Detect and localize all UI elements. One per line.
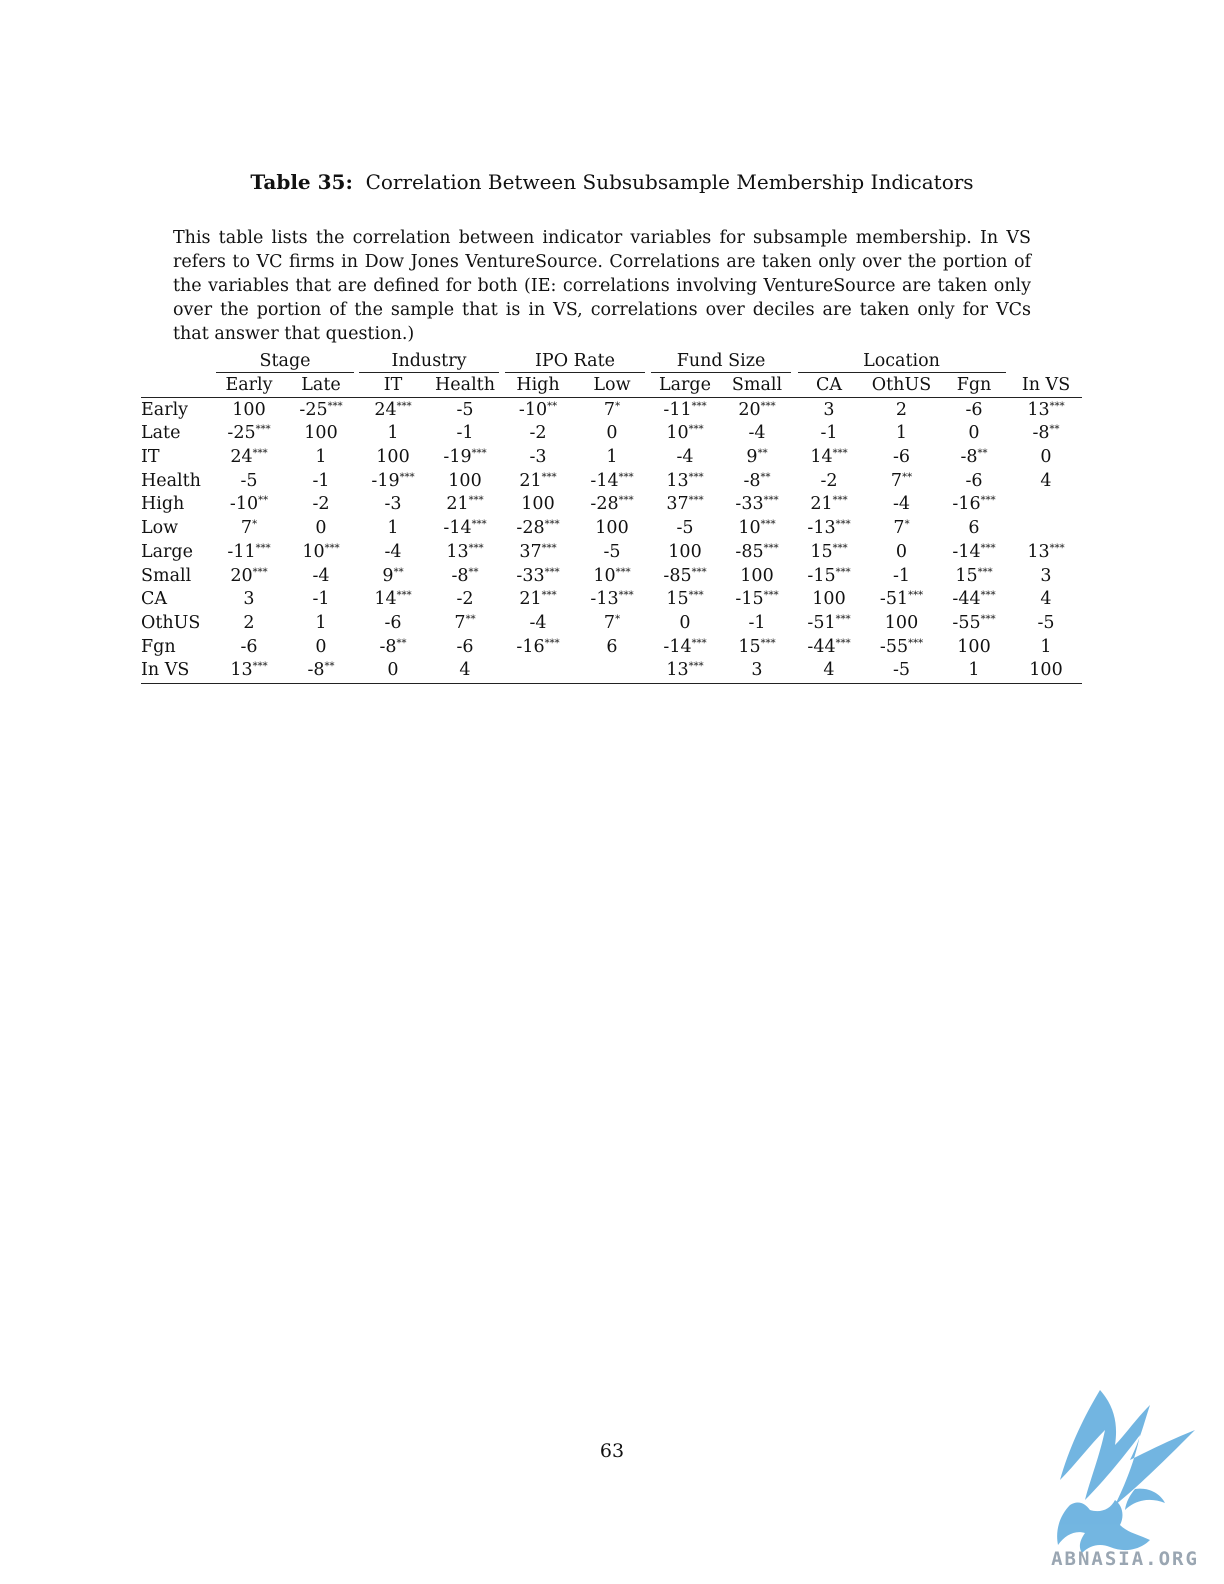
table-cell: 0 xyxy=(968,423,980,444)
table-cell: -2 xyxy=(820,470,838,491)
table-cell: 3 xyxy=(751,660,763,681)
group-fund-size: Fund Size xyxy=(651,350,791,373)
table-cell: -5 xyxy=(1037,612,1055,633)
table-cell: -6 xyxy=(384,612,402,633)
table-cell: 4 xyxy=(1040,470,1052,491)
table-cell: -55*** xyxy=(879,636,924,657)
page-number: 63 xyxy=(599,1440,625,1462)
column-header: IT xyxy=(383,375,403,396)
table-cell: 100 xyxy=(521,494,555,515)
table-cell: 0 xyxy=(679,612,691,633)
table-cell: -1 xyxy=(456,423,474,444)
column-header: Low xyxy=(593,375,631,396)
table-cell: -28*** xyxy=(516,518,560,539)
table-row xyxy=(141,588,1082,612)
table-cell: 21*** xyxy=(446,494,484,515)
table-row xyxy=(141,659,1082,683)
table-cell: 4 xyxy=(1040,589,1052,610)
table-label: Table 35: xyxy=(250,170,353,194)
table-cell: 3 xyxy=(1040,565,1052,586)
table-cell: 4 xyxy=(459,660,471,681)
table-row xyxy=(141,635,1082,659)
table-cell: -4 xyxy=(676,447,694,468)
group-ipo-rate: IPO Rate xyxy=(505,350,645,373)
table-cell: 13*** xyxy=(230,660,268,681)
correlation-table xyxy=(141,350,1082,684)
table-cell: 7** xyxy=(454,612,476,633)
table-cell: -8** xyxy=(379,636,407,657)
column-header-row xyxy=(141,374,1082,398)
row-label: Early xyxy=(141,399,189,420)
row-label: Low xyxy=(141,518,179,539)
table-cell: 1 xyxy=(1040,636,1052,657)
table-cell: 0 xyxy=(387,660,399,681)
table-row xyxy=(141,398,1082,422)
row-label: CA xyxy=(141,589,168,610)
table-cell: -1 xyxy=(820,423,838,444)
table-cell: 100 xyxy=(740,565,774,586)
table-cell: 7* xyxy=(603,399,621,420)
table-description: This table lists the correlation between indicator variables for subsample membership. In VS refers to VC firms in Dow Jones VentureSource. Correlations are taken only over the portion of the variables that are defined for both (IE: correlations involving VentureSource are taken only over the portion of the sample that is in VS, correlations over deciles are taken only for VCs that answer that question.) xyxy=(173,228,1031,344)
table-cell: -5 xyxy=(456,399,474,420)
table-cell: 0 xyxy=(606,423,618,444)
table-row xyxy=(141,446,1082,470)
table-row xyxy=(141,493,1082,517)
table-body xyxy=(141,398,1082,683)
column-header: Large xyxy=(659,375,711,396)
table-cell: 100 xyxy=(376,447,410,468)
row-label: IT xyxy=(141,447,160,468)
table-cell: 0 xyxy=(315,636,327,657)
table-cell: 21*** xyxy=(519,470,557,491)
table-cell: 13*** xyxy=(666,470,704,491)
table-cell: 4 xyxy=(823,660,835,681)
table-cell: 14*** xyxy=(810,447,848,468)
table-cell: -6 xyxy=(965,399,983,420)
table-cell: -3 xyxy=(529,447,547,468)
table-cell: 7* xyxy=(893,518,910,539)
table-cell: -14*** xyxy=(443,518,487,539)
table-cell: 6 xyxy=(968,518,980,539)
table-cell: 100 xyxy=(812,589,846,610)
table-cell: 2 xyxy=(243,612,255,633)
table-cell: -44*** xyxy=(807,636,851,657)
table-cell: -2 xyxy=(456,589,474,610)
table-cell: -14*** xyxy=(590,470,634,491)
table-cell: 24*** xyxy=(374,399,412,420)
table-cell: 15*** xyxy=(738,636,776,657)
group-header-row xyxy=(141,350,1082,374)
table-cell: -11*** xyxy=(663,399,707,420)
table-cell: 6 xyxy=(606,636,618,657)
table-cell: 21*** xyxy=(810,494,848,515)
table-row xyxy=(141,541,1082,565)
table-cell: 9** xyxy=(746,447,768,468)
table-cell: 100 xyxy=(957,636,991,657)
table-cell: 1 xyxy=(315,447,327,468)
table-cell: -4 xyxy=(312,565,330,586)
table-cell: -51*** xyxy=(807,612,851,633)
table-row xyxy=(141,612,1082,636)
table-cell: -10** xyxy=(229,494,269,515)
table-cell: -1 xyxy=(748,612,766,633)
table-cell: 3 xyxy=(243,589,255,610)
table-cell: -55*** xyxy=(952,612,996,633)
row-label: High xyxy=(141,494,185,515)
row-label: Late xyxy=(141,423,181,444)
table-cell: 1 xyxy=(606,447,618,468)
group-industry: Industry xyxy=(359,350,499,373)
table-cell: -33*** xyxy=(735,494,779,515)
table-cell: 7* xyxy=(240,518,258,539)
table-cell: -28*** xyxy=(590,494,634,515)
column-header: Fgn xyxy=(956,375,992,396)
table-cell: -8** xyxy=(960,447,988,468)
table-cell: -5 xyxy=(240,470,258,491)
column-header: Late xyxy=(301,375,341,396)
table-cell: -14*** xyxy=(952,541,996,562)
table-title: Correlation Between Subsubsample Membership Indicators xyxy=(365,170,974,194)
watermark-text: ABNASIA.ORG xyxy=(1051,1548,1199,1570)
table-cell: -44*** xyxy=(952,589,996,610)
table-cell: 9** xyxy=(382,565,404,586)
table-cell: 24*** xyxy=(230,447,268,468)
table-cell: -5 xyxy=(892,660,911,681)
column-header: High xyxy=(516,375,560,396)
row-label: In VS xyxy=(141,660,190,681)
table-cell: 100 xyxy=(304,423,338,444)
table-cell: -2 xyxy=(312,494,330,515)
table-cell: -4 xyxy=(892,494,911,515)
column-header: Health xyxy=(435,375,495,396)
table-cell: -4 xyxy=(384,541,402,562)
table-cell: 13*** xyxy=(1027,541,1065,562)
table-cell: -16*** xyxy=(952,494,996,515)
table-cell: -1 xyxy=(312,589,330,610)
table-cell: 1 xyxy=(315,612,327,633)
table-cell: -33*** xyxy=(516,565,560,586)
table-cell: -1 xyxy=(312,470,330,491)
table-cell: 0 xyxy=(895,541,908,562)
table-cell: -6 xyxy=(456,636,474,657)
table-cell: 15*** xyxy=(810,541,848,562)
table-cell: 10*** xyxy=(302,541,340,562)
table-cell: 1 xyxy=(895,423,908,444)
column-header: Small xyxy=(731,375,783,396)
table-cell: -5 xyxy=(676,518,694,539)
table-cell: -4 xyxy=(529,612,547,633)
column-header: Early xyxy=(225,375,273,396)
table-cell: -8** xyxy=(451,565,479,586)
table-cell: -13*** xyxy=(807,518,851,539)
table-cell: -8** xyxy=(743,470,771,491)
table-cell: 15*** xyxy=(955,565,993,586)
table-cell: -51*** xyxy=(879,589,924,610)
row-label: Large xyxy=(141,541,193,562)
table-cell: 7** xyxy=(890,470,913,491)
table-cell: -85*** xyxy=(663,565,707,586)
griffin-logo xyxy=(1030,1385,1220,1570)
table-cell: 100 xyxy=(1029,660,1063,681)
table-cell: 1 xyxy=(387,518,399,539)
group-location: Location xyxy=(798,350,1006,373)
table-cell: -4 xyxy=(748,423,766,444)
table-cell: 13*** xyxy=(446,541,484,562)
table-cell: -19*** xyxy=(371,470,415,491)
table-caption xyxy=(0,170,1224,194)
table-cell: 0 xyxy=(315,518,327,539)
row-label: Health xyxy=(141,470,201,491)
group-stage: Stage xyxy=(216,350,354,373)
table-cell xyxy=(1010,517,1082,541)
table-cell: 20*** xyxy=(738,399,776,420)
table-cell: 14*** xyxy=(374,589,412,610)
table-cell: 1 xyxy=(968,660,980,681)
table-cell: -85*** xyxy=(735,541,779,562)
table-cell: 10*** xyxy=(666,423,704,444)
table-cell: -16*** xyxy=(516,636,560,657)
table-cell: 10*** xyxy=(593,565,631,586)
table-cell: 15*** xyxy=(666,589,704,610)
row-label: Fgn xyxy=(141,636,176,657)
table-cell: -15*** xyxy=(735,589,779,610)
table-cell: 21*** xyxy=(519,589,557,610)
table-cell: 100 xyxy=(668,541,702,562)
table-cell xyxy=(501,659,575,683)
table-cell: -13*** xyxy=(590,589,634,610)
table-cell: -1 xyxy=(892,565,911,586)
table-cell: 100 xyxy=(232,399,266,420)
table-cell: 7* xyxy=(603,612,621,633)
table-row xyxy=(141,422,1082,446)
table-cell: -3 xyxy=(384,494,402,515)
table-cell: -6 xyxy=(965,470,983,491)
table-row xyxy=(141,469,1082,493)
table-cell: 20*** xyxy=(230,565,268,586)
table-cell: 37*** xyxy=(666,494,704,515)
table-cell: -2 xyxy=(529,423,547,444)
column-header: In VS xyxy=(1021,375,1071,396)
table-cell: -5 xyxy=(603,541,621,562)
table-cell: -14*** xyxy=(663,636,707,657)
column-header: CA xyxy=(815,375,843,396)
table-cell: 2 xyxy=(895,399,908,420)
table-row xyxy=(141,564,1082,588)
row-label: Small xyxy=(141,565,192,586)
table-cell: 13*** xyxy=(666,660,704,681)
table-cell: 13*** xyxy=(1027,399,1065,420)
table-cell: -8** xyxy=(1032,423,1060,444)
table-cell: -19*** xyxy=(443,447,487,468)
table-cell: -11*** xyxy=(227,541,271,562)
table-cell: 100 xyxy=(595,518,629,539)
table-cell: -6 xyxy=(240,636,258,657)
table-cell: -6 xyxy=(892,447,911,468)
table-cell: -8** xyxy=(307,660,335,681)
table-cell: 0 xyxy=(1040,447,1052,468)
table-row xyxy=(141,517,1082,541)
table-cell: 100 xyxy=(448,470,482,491)
row-label: OthUS xyxy=(141,612,201,633)
table-cell: -25*** xyxy=(299,399,343,420)
table-cell: 37*** xyxy=(519,541,557,562)
column-header: OthUS xyxy=(871,375,932,396)
table-cell xyxy=(575,659,649,683)
table-cell: 1 xyxy=(387,423,399,444)
table-cell xyxy=(1010,493,1082,517)
table-cell: -15*** xyxy=(807,565,851,586)
table-cell: 3 xyxy=(823,399,835,420)
table-cell: 10*** xyxy=(738,518,776,539)
table-cell: 100 xyxy=(884,612,919,633)
table-cell: -25*** xyxy=(227,423,271,444)
table-cell: -10** xyxy=(518,399,558,420)
